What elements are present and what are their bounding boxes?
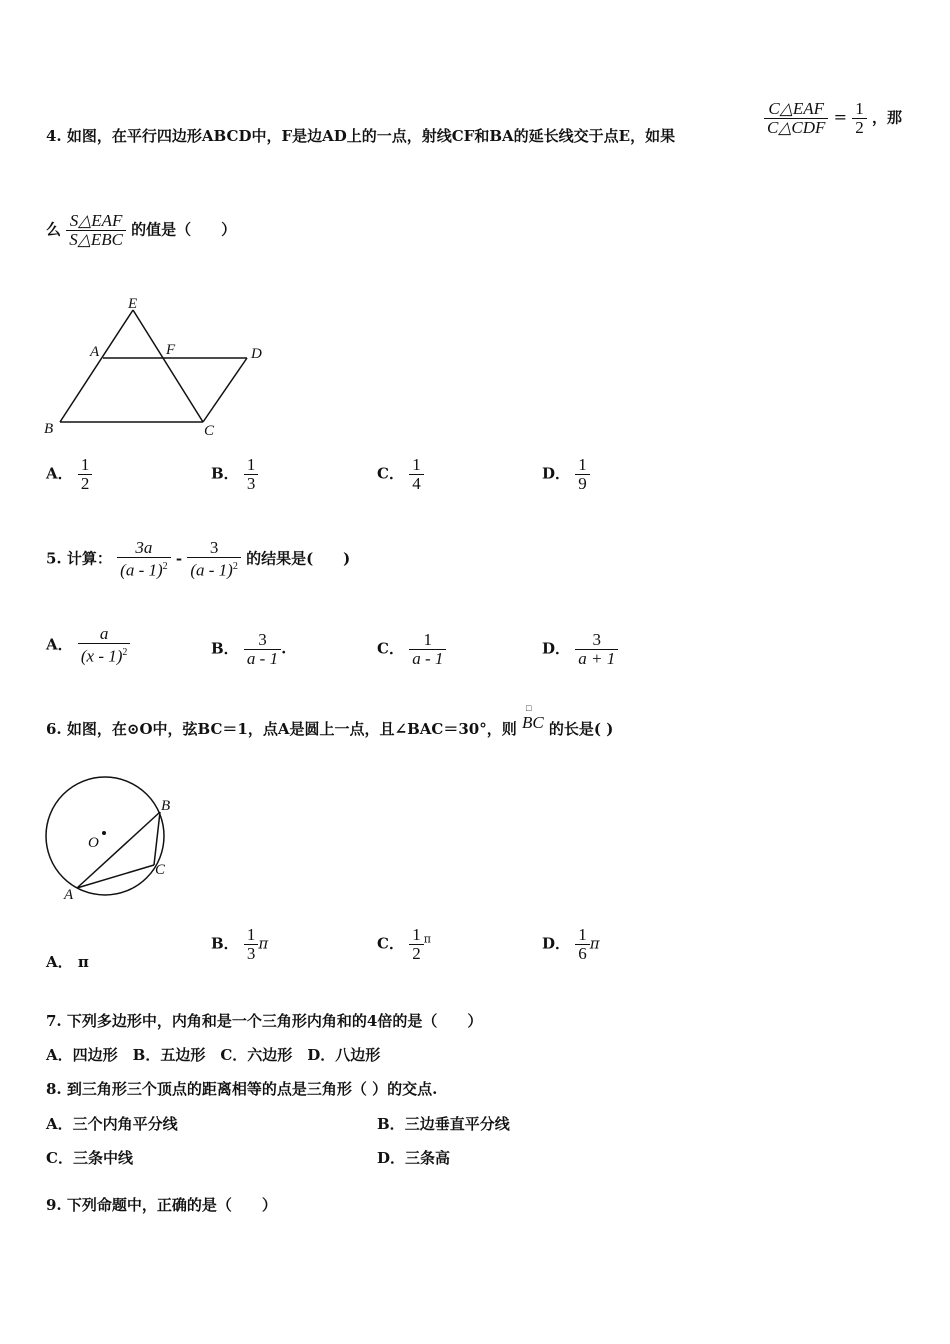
q8-number: 8. (46, 1080, 62, 1098)
q4-number: 4. (46, 127, 62, 145)
option-num: 1 (578, 925, 587, 944)
pi-symbol: π (589, 934, 600, 953)
label-B: B (44, 421, 54, 437)
q6-option-a[interactable] (46, 951, 89, 972)
option-label: D． (542, 934, 571, 953)
q9-text: 下列命题中，正确的是（ ） (66, 1196, 277, 1214)
line-CD (203, 358, 247, 422)
option-label: C． (46, 1149, 73, 1167)
pi-symbol: π (258, 934, 269, 953)
arc-mark-icon: □ (525, 703, 532, 713)
option-text: 三条中线 (72, 1149, 133, 1167)
label-C: C (204, 423, 215, 439)
label-D: D (251, 346, 262, 362)
q5-term1-num: 3a (135, 538, 153, 557)
option-den: 3 (244, 474, 259, 493)
option-num: a (99, 624, 109, 643)
option-num: 1 (80, 455, 90, 474)
q4-option-a[interactable] (46, 456, 92, 493)
q4-text: 如图，在平行四边形ABCD中，F是边AD上的一点，射线CF和BA的延长线交于点E，如果 (66, 127, 676, 145)
q7-number: 7. (46, 1012, 62, 1030)
option-label: A． (46, 464, 73, 483)
option-den: a - 1 (244, 649, 281, 668)
option-den: 2 (78, 474, 93, 493)
option-label: B． (377, 1115, 405, 1133)
line-BE (60, 310, 133, 422)
q6-option-c[interactable] (377, 926, 431, 963)
label-A: A (90, 344, 100, 360)
option-label: C． (377, 934, 404, 953)
q5-prefix: 计算： (66, 549, 112, 568)
option-label: C． (377, 464, 404, 483)
q4-given-den: C△CDF (764, 118, 828, 137)
option-label: D． (377, 1149, 406, 1167)
q5-term2-exp: 2 (232, 561, 238, 572)
q7-stem (46, 1010, 482, 1031)
q5-term1-den: (a - 1) (120, 560, 163, 580)
option-den: a - 1 (409, 649, 446, 668)
q4-option-c[interactable] (377, 456, 424, 493)
label-A: A (64, 887, 74, 903)
q8-text: 到三角形三个顶点的距离相等的点是三角形（ ）的交点. (66, 1080, 438, 1098)
q4-given-value-num: 1 (855, 99, 864, 118)
q6-text: 如图，在⊙O中，弦BC＝1，点A是圆上一点，且∠BAC＝30°，则 (66, 720, 517, 738)
label-B: B (161, 798, 171, 814)
option-den: 9 (575, 474, 590, 493)
q5-minus: - (175, 549, 183, 568)
option-num: 1 (246, 925, 256, 944)
option-exp: 2 (122, 647, 128, 658)
option-num: 1 (412, 925, 421, 944)
q5-term2-den: (a - 1) (190, 560, 233, 580)
option-num: 3 (592, 630, 601, 649)
option-den: 3 (244, 944, 259, 963)
q9-stem (46, 1194, 277, 1215)
option-text: π (77, 953, 89, 971)
q5-option-b[interactable] (211, 631, 286, 668)
label-F: F (166, 342, 176, 358)
option-num: 1 (412, 455, 421, 474)
q4-option-b[interactable] (211, 456, 258, 493)
q7-text: 下列多边形中，内角和是一个三角形内角和的4倍的是（ ） (66, 1012, 483, 1030)
circle-O (46, 777, 164, 895)
option-label: D． (542, 639, 571, 658)
q4-given-value-den: 2 (852, 118, 867, 137)
label-C: C (155, 862, 166, 878)
option-text: 三条高 (405, 1149, 451, 1167)
q4-line2 (46, 212, 236, 249)
option-label: A． (46, 953, 73, 971)
q4-ratio-den: S△EBC (66, 230, 126, 249)
option-tail: . (281, 639, 287, 658)
q5-number: 5. (46, 549, 62, 568)
center-dot (102, 831, 106, 835)
option-label: B． (211, 934, 239, 953)
q9-number: 9. (46, 1196, 62, 1214)
option-label: A． (46, 635, 73, 654)
chord-BC (154, 812, 160, 865)
option-label: C． (377, 639, 404, 658)
label-O: O (88, 835, 99, 851)
q4-line2-suffix: 的值是（ ） (131, 220, 237, 239)
q8-stem (46, 1078, 437, 1099)
q4-option-d[interactable] (542, 456, 590, 493)
q6-suffix: 的长是( ) (548, 720, 614, 738)
q5-stem (46, 539, 350, 580)
q6-arc-label: BC (521, 713, 544, 732)
q8-option-a[interactable] (46, 1113, 178, 1134)
option-den: 2 (409, 944, 424, 963)
option-num: 3 (258, 630, 267, 649)
q4-line2-prefix: 么 (46, 220, 62, 239)
q8-option-d[interactable] (377, 1147, 450, 1168)
line-EC (133, 310, 203, 422)
q4-equals: = (833, 107, 848, 127)
option-text: 三个内角平分线 (72, 1115, 178, 1133)
q6-circle-figure (40, 774, 180, 904)
q8-option-b[interactable] (377, 1113, 510, 1134)
q4-suffix: ，那 (872, 108, 903, 127)
option-label: B． (211, 464, 239, 483)
label-E: E (128, 296, 138, 312)
q4-given-ratio (764, 100, 902, 137)
q5-option-d[interactable] (542, 631, 618, 668)
option-den: a + 1 (575, 649, 618, 668)
q7-options[interactable]: A．四边形 B．五边形 C．六边形 D．八边形 (46, 1046, 381, 1064)
option-num: 1 (246, 455, 256, 474)
option-num: 1 (423, 630, 433, 649)
q8-option-c[interactable] (46, 1147, 133, 1168)
q4-ratio-num: S△EAF (69, 211, 123, 230)
q4-given-num: C△EAF (768, 99, 824, 118)
option-den: 4 (409, 474, 424, 493)
q5-suffix: 的结果是( ) (246, 549, 351, 568)
q4-stem (46, 125, 675, 146)
option-den: 6 (575, 944, 590, 963)
q6-option-b[interactable] (211, 926, 268, 963)
option-label: D． (542, 464, 571, 483)
option-text: 三边垂直平分线 (404, 1115, 510, 1133)
q5-term2-num: 3 (209, 538, 219, 557)
option-label: A． (46, 1115, 73, 1133)
q5-option-c[interactable] (377, 631, 446, 668)
option-label: B． (211, 639, 239, 658)
q5-option-a[interactable] (46, 625, 130, 666)
q6-option-d[interactable] (542, 926, 600, 963)
pi-symbol: π (423, 932, 431, 946)
q4-parallelogram-figure (40, 292, 272, 442)
option-num: 1 (578, 455, 587, 474)
q6-number: 6. (46, 720, 62, 738)
option-den: (x - 1) (80, 646, 123, 666)
q5-term1-exp: 2 (162, 561, 168, 572)
q6-stem (46, 703, 614, 739)
